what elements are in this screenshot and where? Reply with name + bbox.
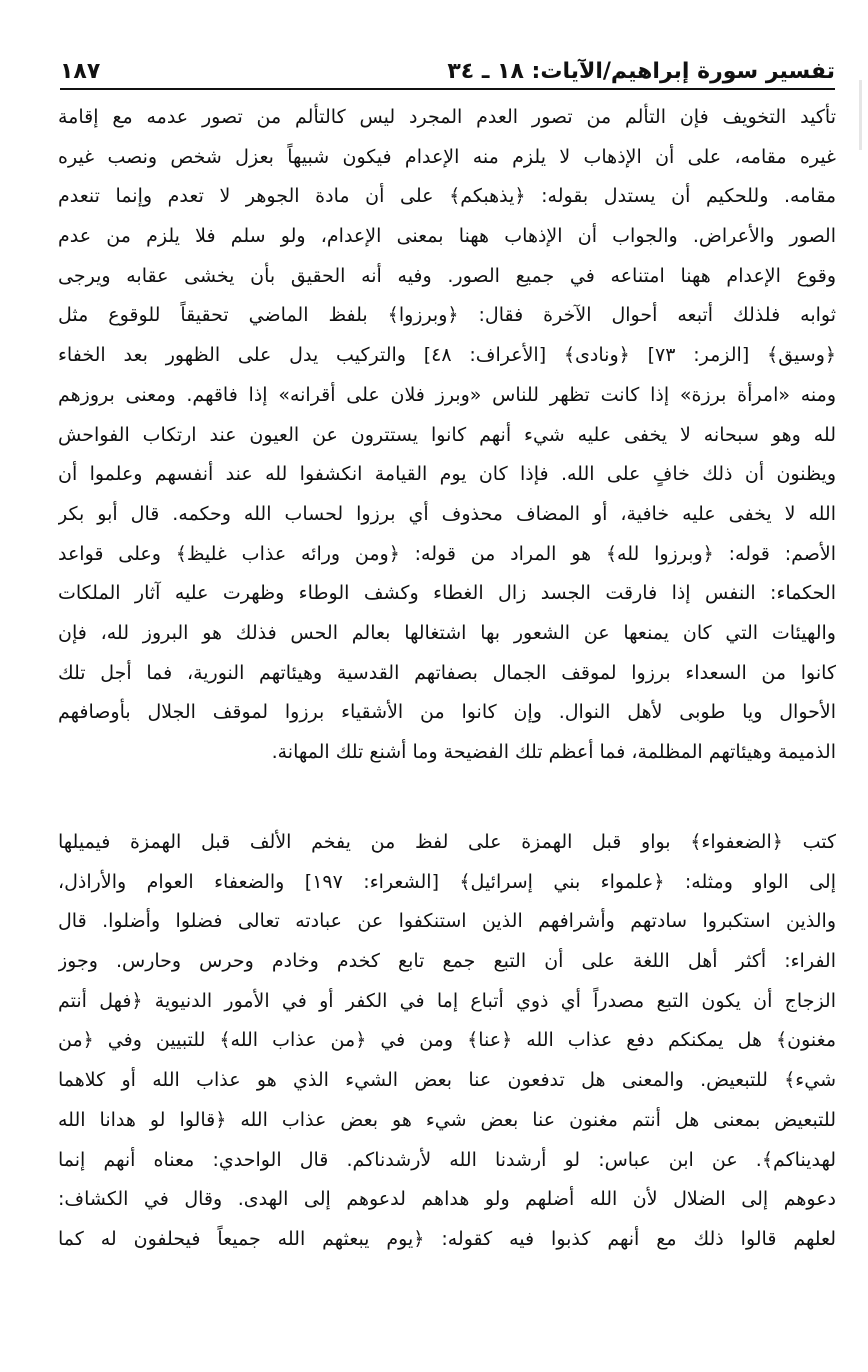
- chapter-title: تفسير سورة إبراهيم/الآيات: ١٨ ـ ٣٤: [447, 58, 835, 84]
- text-line: كتب ﴿الضعفواء﴾ بواو قبل الهمزة على لفظ من يفخم الألف قبل الهمزة فيميلها: [58, 831, 836, 853]
- text-line: ثوابه فلذلك أتبعه أحوال الآخرة فقال: ﴿وبرزوا﴾ بلفظ الماضي تحقيقاً للوقوع مثل: [58, 304, 836, 327]
- scan-edge-mark: [859, 80, 862, 150]
- text-line: مغنون﴾ هل يمكنكم دفع عذاب الله ﴿عنا﴾ ومن في ﴿من عذاب الله﴾ للتبيين وفي ﴿من: [58, 1029, 836, 1052]
- paragraph-2: [58, 823, 836, 1260]
- text-line: لهديناكم﴾. عن ابن عباس: لو أرشدنا الله لأرشدناكم. قال الواحدي: معناه أنهم إنما: [58, 1148, 836, 1171]
- text-line: للتبعيض بمعنى هل أنتم مغنون عنا بعض شيء هو بعض عذاب الله ﴿قالوا لو هدانا الله: [58, 1108, 836, 1131]
- text-line: ويظنون أن ذلك خافٍ على الله. فإذا كان يوم القيامة انكشفوا لله عند أنفسهم وعلموا أن: [58, 463, 836, 486]
- text-line: لعلهم قالوا ذلك مع أنهم كذبوا فيه كقوله: ﴿يوم يبعثهم الله جميعاً فيحلفون له كما: [58, 1227, 836, 1250]
- text-line: كانوا من السعداء برزوا لموقف الجمال بصفاتهم القدسية وهيئاتهم النورية، فما أجل تلك: [58, 661, 836, 684]
- text-line: الصور والأعراض. والجواب أن الإذهاب ههنا بمعنى الإعدام، ولو سلم فلا يلزم من عدم: [58, 225, 836, 248]
- text-line: والذين استكبروا سادتهم وأشرافهم الذين استنكفوا عن عبادته تعالى فضلوا وأضلوا. قال: [58, 910, 836, 933]
- text-line: والهيئات التي كان يمنعها عن الشعور بها اشتغالها بعالم الحس فذلك هو البروز لله، فإن: [58, 621, 836, 644]
- text-line: الحكماء: النفس إذا فارقت الجسد زال الغطاء وكشف الوطاء وظهرت عليه آثار الملكات: [58, 582, 836, 605]
- text-line: الأصم: قوله: ﴿وبرزوا لله﴾ هو المراد من قوله: ﴿ومن ورائه عذاب غليظ﴾ وعلى قواعد: [58, 542, 836, 565]
- text-line: لله وهو سبحانه لا يخفى عليه شيء أنهم كانوا يستترون عن العيون عند ارتكاب الفواحش: [58, 423, 836, 446]
- text-line: الفراء: أكثر أهل اللغة على أن التبع جمع تابع كخدم وخادم وحرس وحارس. وجوز: [58, 950, 836, 973]
- text-line: الأحوال ويا طوبى لأهل النوال. وإن كانوا من الأشقياء برزوا لموقف الجلال بأوصافهم: [58, 701, 836, 724]
- text-line: الله لا يخفى عليه خافية، أو المضاف محذوف أي برزوا لحساب الله وحكمه. قال أبو بكر: [58, 502, 836, 525]
- text-line: تأكيد التخويف فإن التألم من تصور العدم المجرد ليس كالتألم من تصور عدمه مع إقامة: [58, 106, 836, 128]
- text-line: ومنه «امرأة برزة» إذا كانت تظهر للناس «وبرز فلان على أقرانه» إذا فاقهم. ومعنى بروزهم: [58, 383, 836, 406]
- text-line: دعوهم إلى الضلال لأن الله أضلهم ولو هداهم لدعوهم إلى الهدى. وقال في الكشاف:: [58, 1188, 836, 1211]
- text-line: الذميمة وهيئاتهم المظلمة، فما أعظم تلك الفضيحة وما أشنع تلك المهانة.: [271, 741, 836, 763]
- text-line: شيء﴾ للتبعيض. والمعنى هل تدفعون عنا بعض الشيء الذي هو عذاب الله أو كلاهما: [58, 1069, 836, 1092]
- text-line: غيره مقامه، على أن الإذهاب لا يلزم منه الإعدام فيكون شبيهاً بعزل شخص ونصب غيره: [58, 145, 836, 168]
- text-line: الزجاج أن يكون التبع مصدراً أي ذوي أتباع إما في الكفر أو في الأمور الدنيوية ﴿فهل أنتم: [58, 989, 836, 1012]
- text-line: إلى الواو ومثله: ﴿علمواء بني إسرائيل﴾ [الشعراء: ١٩٧] والضعفاء العوام والأراذل،: [58, 870, 836, 893]
- text-line: مقامه. وللحكيم أن يستدل بقوله: ﴿يذهبكم﴾ على أن مادة الجوهر لا تعدم وإنما تنعدم: [58, 185, 836, 208]
- running-header: [60, 54, 835, 90]
- text-line: وقوع الإعدام ههنا امتناعه في جميع الصور. وفيه أنه الحقيق بأن يخشى عقابه ويرجى: [58, 264, 836, 287]
- paragraph-1: [58, 98, 836, 773]
- text-line: ﴿وسيق﴾ [الزمر: ٧٣] ﴿ونادى﴾ [الأعراف: ٤٨] والتركيب يدل على الظهور بعد الخفاء: [58, 344, 836, 367]
- page-number: ١٨٧: [60, 58, 101, 84]
